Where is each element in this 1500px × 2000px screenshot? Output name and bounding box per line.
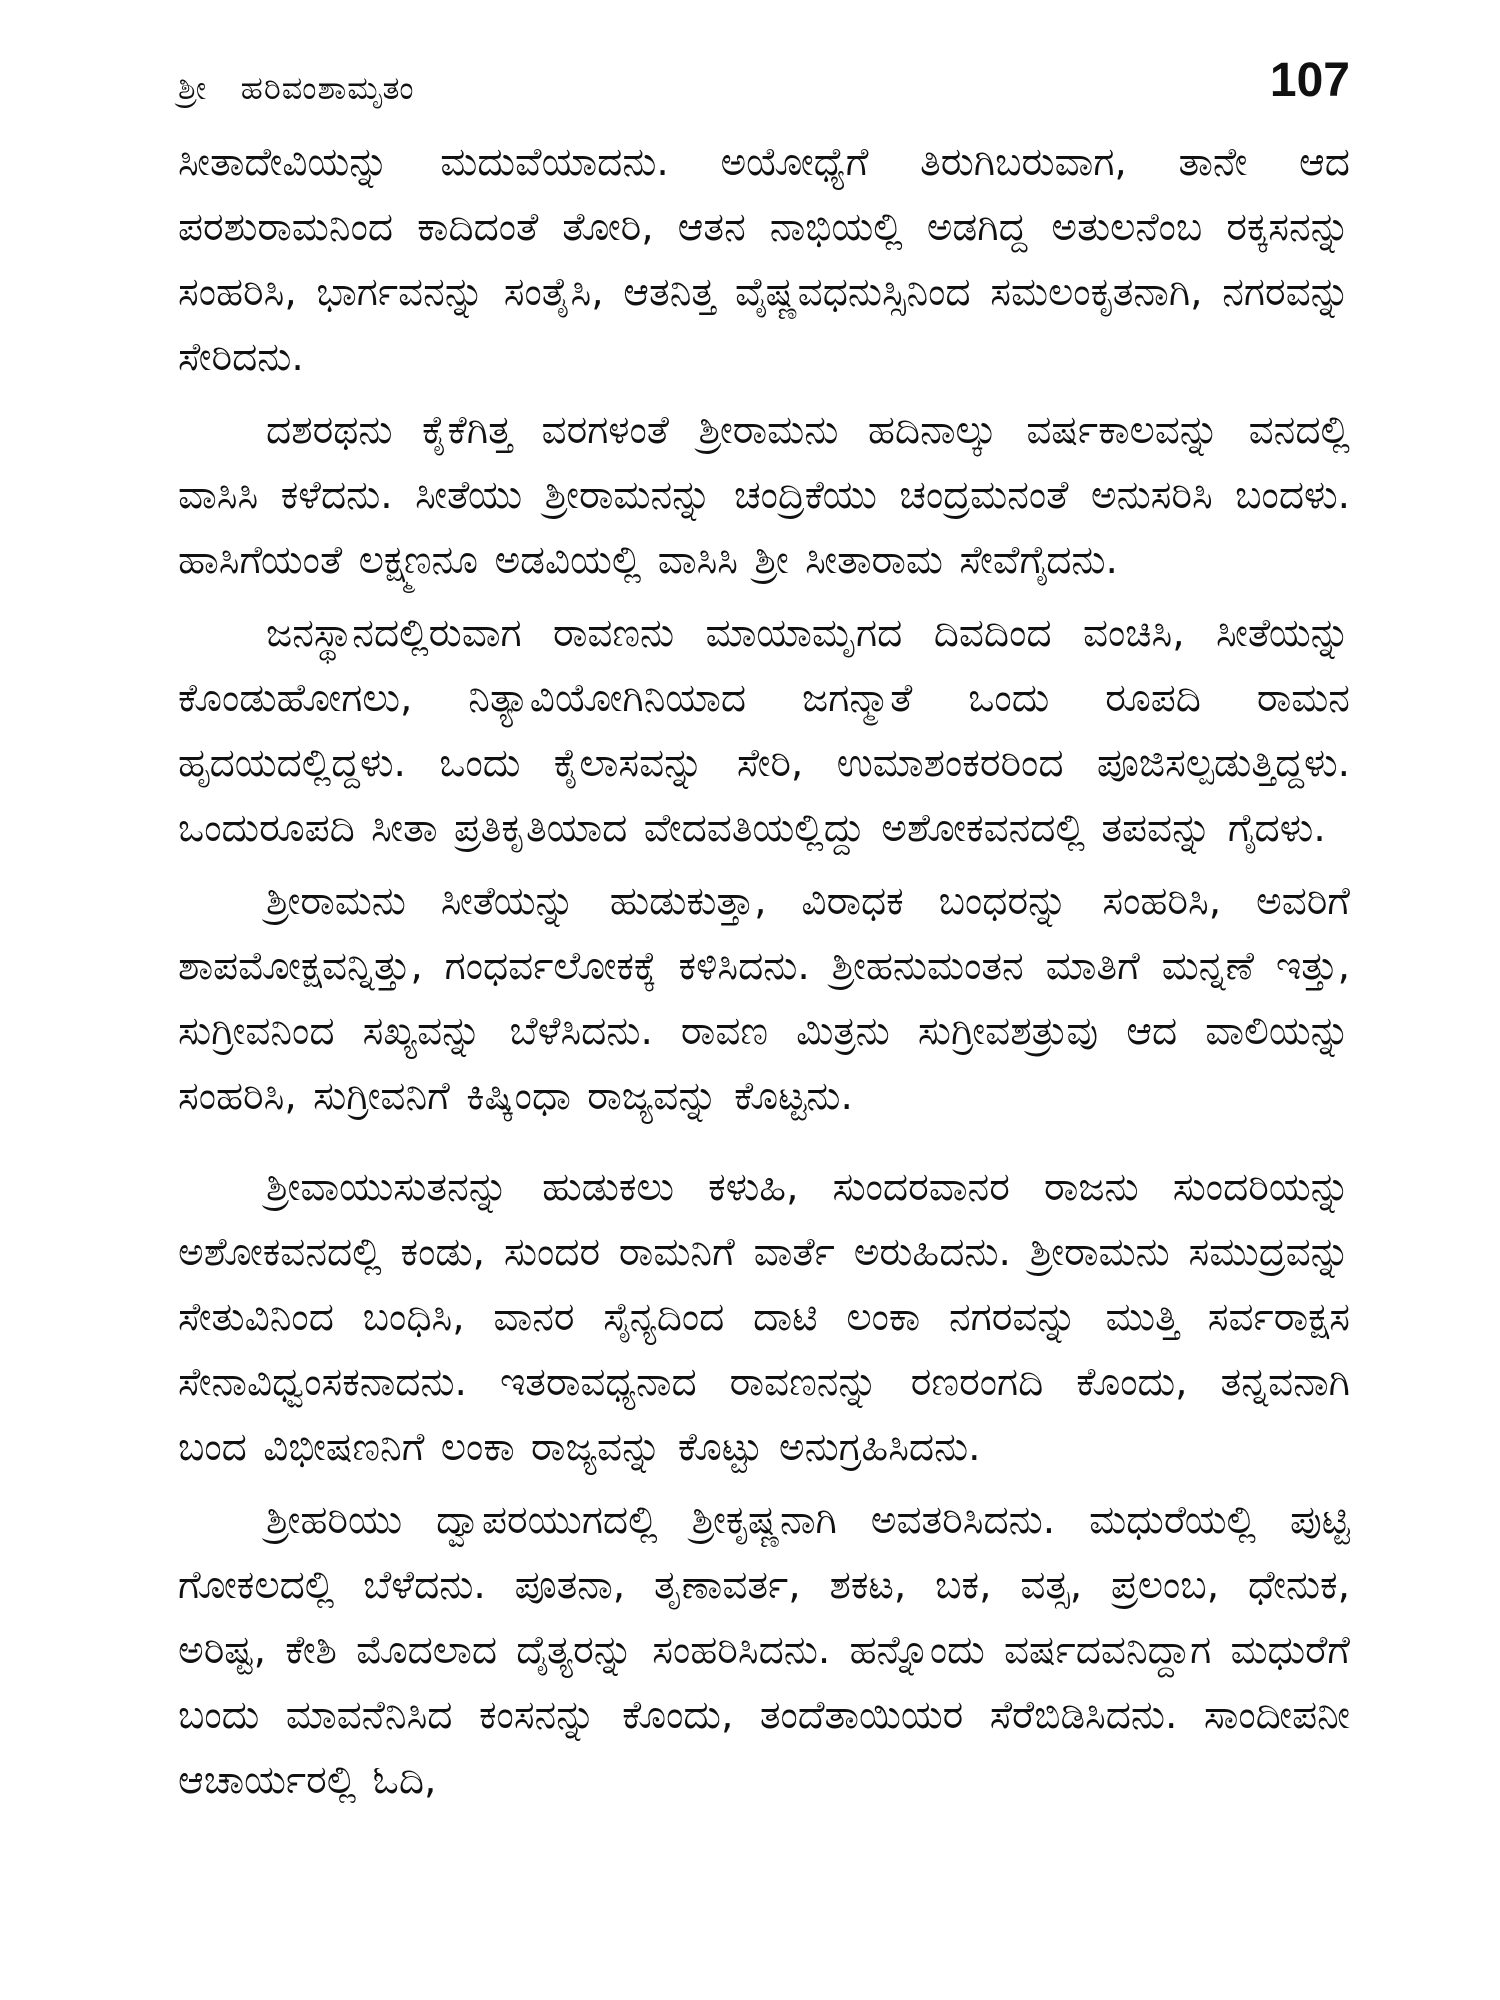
page-number: 107 <box>1269 54 1350 107</box>
paragraph: ಶ್ರೀವಾಯುಸುತನನ್ನು ಹುಡುಕಲು ಕಳುಹಿ, ಸುಂದರವಾನರ ರಾಜನು ಸುಂದರಿಯನ್ನು ಅಶೋಕವನದಲ್ಲಿ ಕಂಡು, ಸುಂದರ ರಾಮನಿಗೆ ವಾರ್ತೆ ಅರುಹಿದನು. ಶ್ರೀರಾಮನು ಸಮುದ್ರವನ್ನು ಸೇತುವಿನಿಂದ ಬಂಧಿಸಿ, ವಾನರ ಸೈನ್ಯದಿಂದ ದಾಟಿ ಲಂಕಾ ನಗರವನ್ನು ಮುತ್ತಿ ಸರ್ವರಾಕ್ಷಸ ಸೇನಾವಿಧ್ವಂಸಕನಾದನು. ಇತರಾವಧ್ಯನಾದ ರಾವಣನನ್ನು ರಣರಂಗದಿ ಕೊಂದು, ತನ್ನವನಾಗಿ ಬಂದ ವಿಭೀಷಣನಿಗೆ ಲಂಕಾ ರಾಜ್ಯವನ್ನು ಕೊಟ್ಟು ಅನುಗ್ರಹಿಸಿದನು. <box>178 1165 1350 1470</box>
paragraph: ಸೀತಾದೇವಿಯನ್ನು ಮದುವೆಯಾದನು. ಅಯೋಧ್ಯೆಗೆ ತಿರುಗಿಬರುವಾಗ, ತಾನೇ ಆದ ಪರಶುರಾಮನಿಂದ ಕಾದಿದಂತೆ ತೋರಿ, ಆತನ ನಾಭಿಯಲ್ಲಿ ಅಡಗಿದ್ದ ಅತುಲನೆಂಬ ರಕ್ಕಸನನ್ನು ಸಂಹರಿಸಿ, ಭಾರ್ಗವನನ್ನು ಸಂತೈಸಿ, ಆತನಿತ್ತ ವೈಷ್ಣವಧನುಸ್ಸಿನಿಂದ ಸಮಲಂಕೃತನಾಗಿ, ನಗರವನ್ನು ಸೇರಿದನು. <box>178 140 1350 380</box>
paragraph: ಶ್ರೀರಾಮನು ಸೀತೆಯನ್ನು ಹುಡುಕುತ್ತಾ, ವಿರಾಧಕ ಬಂಧರನ್ನು ಸಂಹರಿಸಿ, ಅವರಿಗೆ ಶಾಪಮೋಕ್ಷವನ್ನಿತ್ತು, ಗಂಧರ್ವಲೋಕಕ್ಕೆ ಕಳಿಸಿದನು. ಶ್ರೀಹನುಮಂತನ ಮಾತಿಗೆ ಮನ್ನಣೆ ಇತ್ತು, ಸುಗ್ರೀವನಿಂದ ಸಖ್ಯವನ್ನು ಬೆಳೆಸಿದನು. ರಾವಣ ಮಿತ್ರನು ಸುಗ್ರೀವಶತ್ರುವು ಆದ ವಾಲಿಯನ್ನು ಸಂಹರಿಸಿ, ಸುಗ್ರೀವನಿಗೆ ಕಿಷ್ಕಿಂಧಾ ರಾಜ್ಯವನ್ನು ಕೊಟ್ಟನು. <box>178 879 1350 1119</box>
paragraph: ದಶರಥನು ಕೈಕೆಗಿತ್ತ ವರಗಳಂತೆ ಶ್ರೀರಾಮನು ಹದಿನಾಲ್ಕು ವರ್ಷಕಾಲವನ್ನು ವನದಲ್ಲಿ ವಾಸಿಸಿ ಕಳೆದನು. ಸೀತೆಯು ಶ್ರೀರಾಮನನ್ನು ಚಂದ್ರಿಕೆಯು ಚಂದ್ರಮನಂತೆ ಅನುಸರಿಸಿ ಬಂದಳು. ಹಾಸಿಗೆಯಂತೆ ಲಕ್ಷ್ಮಣನೂ ಅಡವಿಯಲ್ಲಿ ವಾಸಿಸಿ ಶ್ರೀ ಸೀತಾರಾಮ ಸೇವೆಗೈದನು. <box>178 408 1350 583</box>
page-header <box>178 38 1350 108</box>
body-text <box>178 130 1350 1821</box>
paragraph: ಶ್ರೀಹರಿಯು ದ್ವಾಪರಯುಗದಲ್ಲಿ ಶ್ರೀಕೃಷ್ಣನಾಗಿ ಅವತರಿಸಿದನು. ಮಧುರೆಯಲ್ಲಿ ಪುಟ್ಟಿ ಗೋಕಲದಲ್ಲಿ ಬೆಳೆದನು. ಪೂತನಾ, ತೃಣಾವರ್ತ, ಶಕಟ, ಬಕ, ವತ್ಸ, ಪ್ರಲಂಬ, ಧೇನುಕ, ಅರಿಷ್ಟ, ಕೇಶಿ ಮೊದಲಾದ ದೈತ್ಯರನ್ನು ಸಂಹರಿಸಿದನು. ಹನ್ನೊಂದು ವರ್ಷದವನಿದ್ದಾಗ ಮಧುರೆಗೆ ಬಂದು ಮಾವನೆನಿಸಿದ ಕಂಸನನ್ನು ಕೊಂದು, ತಂದೆತಾಯಿಯರ ಸೆರೆಬಿಡಿಸಿದನು. ಸಾಂದೀಪನೀ ಆಚಾರ್ಯರಲ್ಲಿ ಓದಿ, <box>178 1498 1350 1803</box>
paragraph: ಜನಸ್ಥಾನದಲ್ಲಿರುವಾಗ ರಾವಣನು ಮಾಯಾಮೃಗದ ದಿವದಿಂದ ವಂಚಿಸಿ, ಸೀತೆಯನ್ನು ಕೊಂಡುಹೋಗಲು, ನಿತ್ಯಾವಿಯೋಗಿನಿಯಾದ ಜಗನ್ಮಾತೆ ಒಂದು ರೂಪದಿ ರಾಮನ ಹೃದಯದಲ್ಲಿದ್ದಳು. ಒಂದು ಕೈಲಾಸವನ್ನು ಸೇರಿ, ಉಮಾಶಂಕರರಿಂದ ಪೂಜಿಸಲ್ಪಡುತ್ತಿದ್ದಳು. ಒಂದುರೂಪದಿ ಸೀತಾ ಪ್ರತಿಕೃತಿಯಾದ ವೇದವತಿಯಲ್ಲಿದ್ದು ಅಶೋಕವನದಲ್ಲಿ ತಪವನ್ನು ಗೈದಳು. <box>178 611 1350 851</box>
running-title: ಶ್ರೀ ಹರಿವಂಶಾಮೃತಂ <box>178 69 415 107</box>
